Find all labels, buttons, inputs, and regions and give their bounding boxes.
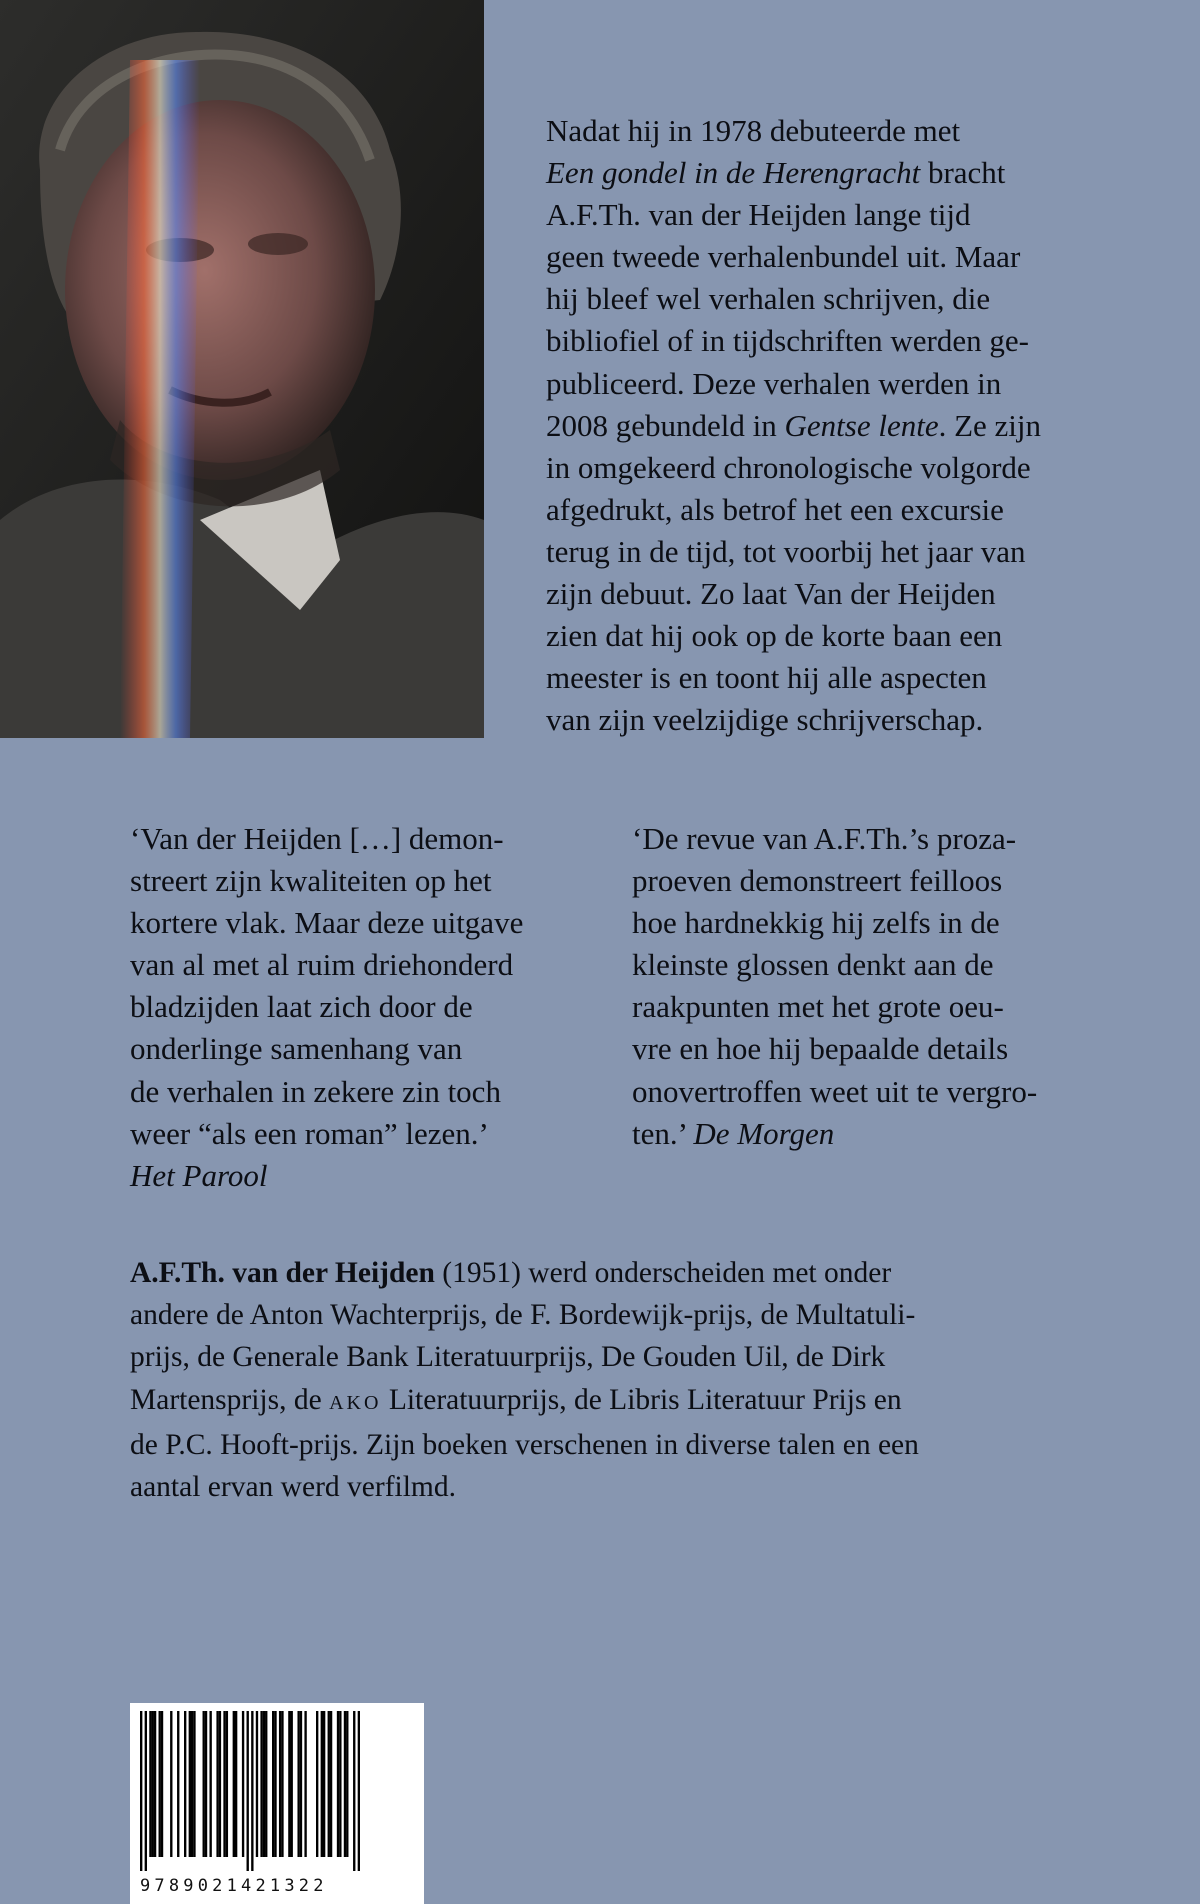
barcode-bar [233, 1711, 235, 1857]
text-line: publiceerd. Deze verhalen werden in [546, 365, 1002, 401]
barcode-bar [247, 1711, 249, 1871]
barcode-bar [260, 1711, 262, 1857]
barcode-bar [321, 1711, 323, 1857]
text-line: onovertroffen weet uit te vergro- [632, 1073, 1038, 1109]
barcode-bar [152, 1711, 154, 1857]
text-line: geen tweede verhalenbundel uit. Maar [546, 239, 1021, 275]
text-line: Nadat hij in 1978 debuteerde met [546, 113, 961, 148]
barcode-bar [251, 1711, 253, 1871]
barcode-bar [281, 1711, 283, 1857]
barcode-bar [205, 1711, 207, 1857]
barcode-bar [140, 1711, 142, 1871]
barcode-bar [337, 1711, 339, 1857]
text-line: in omgekeerd chronologische volgorde [546, 449, 1031, 485]
text-line: A.F.Th. van der Heijden lange tijd [546, 197, 971, 233]
text-line: meester is en toont hij alle aspecten [546, 660, 987, 696]
barcode-bar [184, 1711, 186, 1857]
barcode-bar [353, 1711, 355, 1871]
isbn-digits: 9789021421322 [140, 1876, 328, 1896]
text-line: ten.’ De Morgen [632, 1115, 835, 1151]
text-line: zijn debuut. Zo laat Van der Heijden [546, 576, 996, 612]
barcode-bar [323, 1711, 325, 1857]
barcode-bar [358, 1711, 360, 1871]
text-line: A.F.Th. van der Heijden (1951) werd onderscheiden met onder [130, 1257, 892, 1289]
text-line: kortere vlak. Maar deze uitgave [130, 905, 524, 941]
barcode-bar [226, 1711, 228, 1857]
barcode-bar [279, 1711, 281, 1857]
barcode-bar [209, 1711, 211, 1857]
barcode-bar [159, 1711, 161, 1857]
barcode-bar [193, 1711, 195, 1857]
text-line: terug in de tijd, tot voorbij het jaar van [546, 533, 1026, 569]
text-line: de P.C. Hooft-prijs. Zijn boeken verschenen in diverse talen en een [130, 1428, 919, 1461]
isbn-barcode [130, 1703, 424, 1904]
barcode-bar [330, 1711, 332, 1857]
text-line: van zijn veelzijdige schrijverschap. [546, 702, 984, 738]
text-line: prijs, de Generale Bank Literatuurprijs, De Gouden Uil, de Dirk [130, 1341, 886, 1374]
barcode-bar [288, 1711, 290, 1857]
barcode-bar [177, 1711, 179, 1857]
barcode-bar [265, 1711, 267, 1857]
barcode-bar [235, 1711, 237, 1857]
text-line: proeven demonstreert feilloos [632, 863, 1003, 899]
barcode-bar [304, 1711, 306, 1857]
barcode-bar [300, 1711, 302, 1857]
barcode-bar [274, 1711, 276, 1857]
text-line: bibliofiel of in tijdschriften werden ge- [546, 323, 1029, 359]
text-line: Een gondel in de Herengracht bracht [546, 155, 1006, 191]
review-quote-de-morgen [632, 818, 1092, 1155]
review-quote-het-parool [130, 818, 590, 1197]
text-line: zien dat hij ook op de korte baan een [546, 618, 1003, 654]
text-line: afgedrukt, als betrof het een excursie [546, 491, 1004, 527]
barcode-bar [339, 1711, 341, 1857]
barcode-bar [161, 1711, 163, 1857]
barcode-bar [316, 1711, 318, 1857]
barcode-bar [346, 1711, 348, 1857]
barcode-bar [291, 1711, 293, 1857]
text-line: raakpunten met het grote oeu- [632, 989, 1004, 1025]
barcode-bar [170, 1711, 172, 1857]
barcode-bar [154, 1711, 156, 1857]
text-line: andere de Anton Wachterprijs, de F. Bordewijk-prijs, de Multatuli- [130, 1299, 916, 1332]
text-line: ‘De revue van A.F.Th.’s proza- [632, 821, 1017, 856]
text-line: hoe hardnekkig hij zelfs in de [632, 905, 1000, 941]
text-line: kleinste glossen denkt aan de [632, 947, 994, 983]
barcode-bar [189, 1711, 191, 1857]
text-line: aantal ervan werd verfilmd. [130, 1471, 456, 1504]
text-line: weer “als een roman” lezen.’ [130, 1115, 489, 1151]
barcode-bar [272, 1711, 274, 1857]
text-line: Martensprijs, de AKO Literatuurprijs, de Libris Literatuur Prijs en [130, 1383, 902, 1416]
barcode-bar [263, 1711, 265, 1857]
barcode-bar [328, 1711, 330, 1857]
text-line: hij bleef wel verhalen schrijven, die [546, 281, 991, 317]
barcode-bar [203, 1711, 205, 1857]
barcode-bar [297, 1711, 299, 1857]
text-line: onderlinge samenhang van [130, 1031, 463, 1067]
text-line: Het Parool [130, 1157, 268, 1193]
text-line: streert zijn kwaliteiten op het [130, 863, 492, 899]
text-line: 2008 gebundeld in Gentse lente. Ze zijn [546, 407, 1042, 443]
barcode-bars-graphic [140, 1711, 360, 1871]
barcode-bar [242, 1711, 244, 1857]
barcode-bar [149, 1711, 151, 1857]
text-line: de verhalen in zekere zin toch [130, 1073, 501, 1109]
text-line: vre en hoe hij bepaalde details [632, 1031, 1009, 1067]
barcode-bar [216, 1711, 218, 1857]
barcode-bar [191, 1711, 193, 1857]
author-photo [0, 0, 484, 738]
barcode-bar [256, 1711, 258, 1857]
text-line: bladzijden laat zich door de [130, 989, 473, 1025]
author-bio [130, 1252, 1090, 1508]
barcode-bar [344, 1711, 346, 1857]
barcode-bar [219, 1711, 221, 1857]
barcode-bar [223, 1711, 225, 1857]
barcode-bar [145, 1711, 147, 1871]
text-line: ‘Van der Heijden […] demon- [130, 821, 504, 856]
back-cover-blurb [546, 110, 1106, 741]
text-line: van al met al ruim driehonderd [130, 947, 514, 983]
